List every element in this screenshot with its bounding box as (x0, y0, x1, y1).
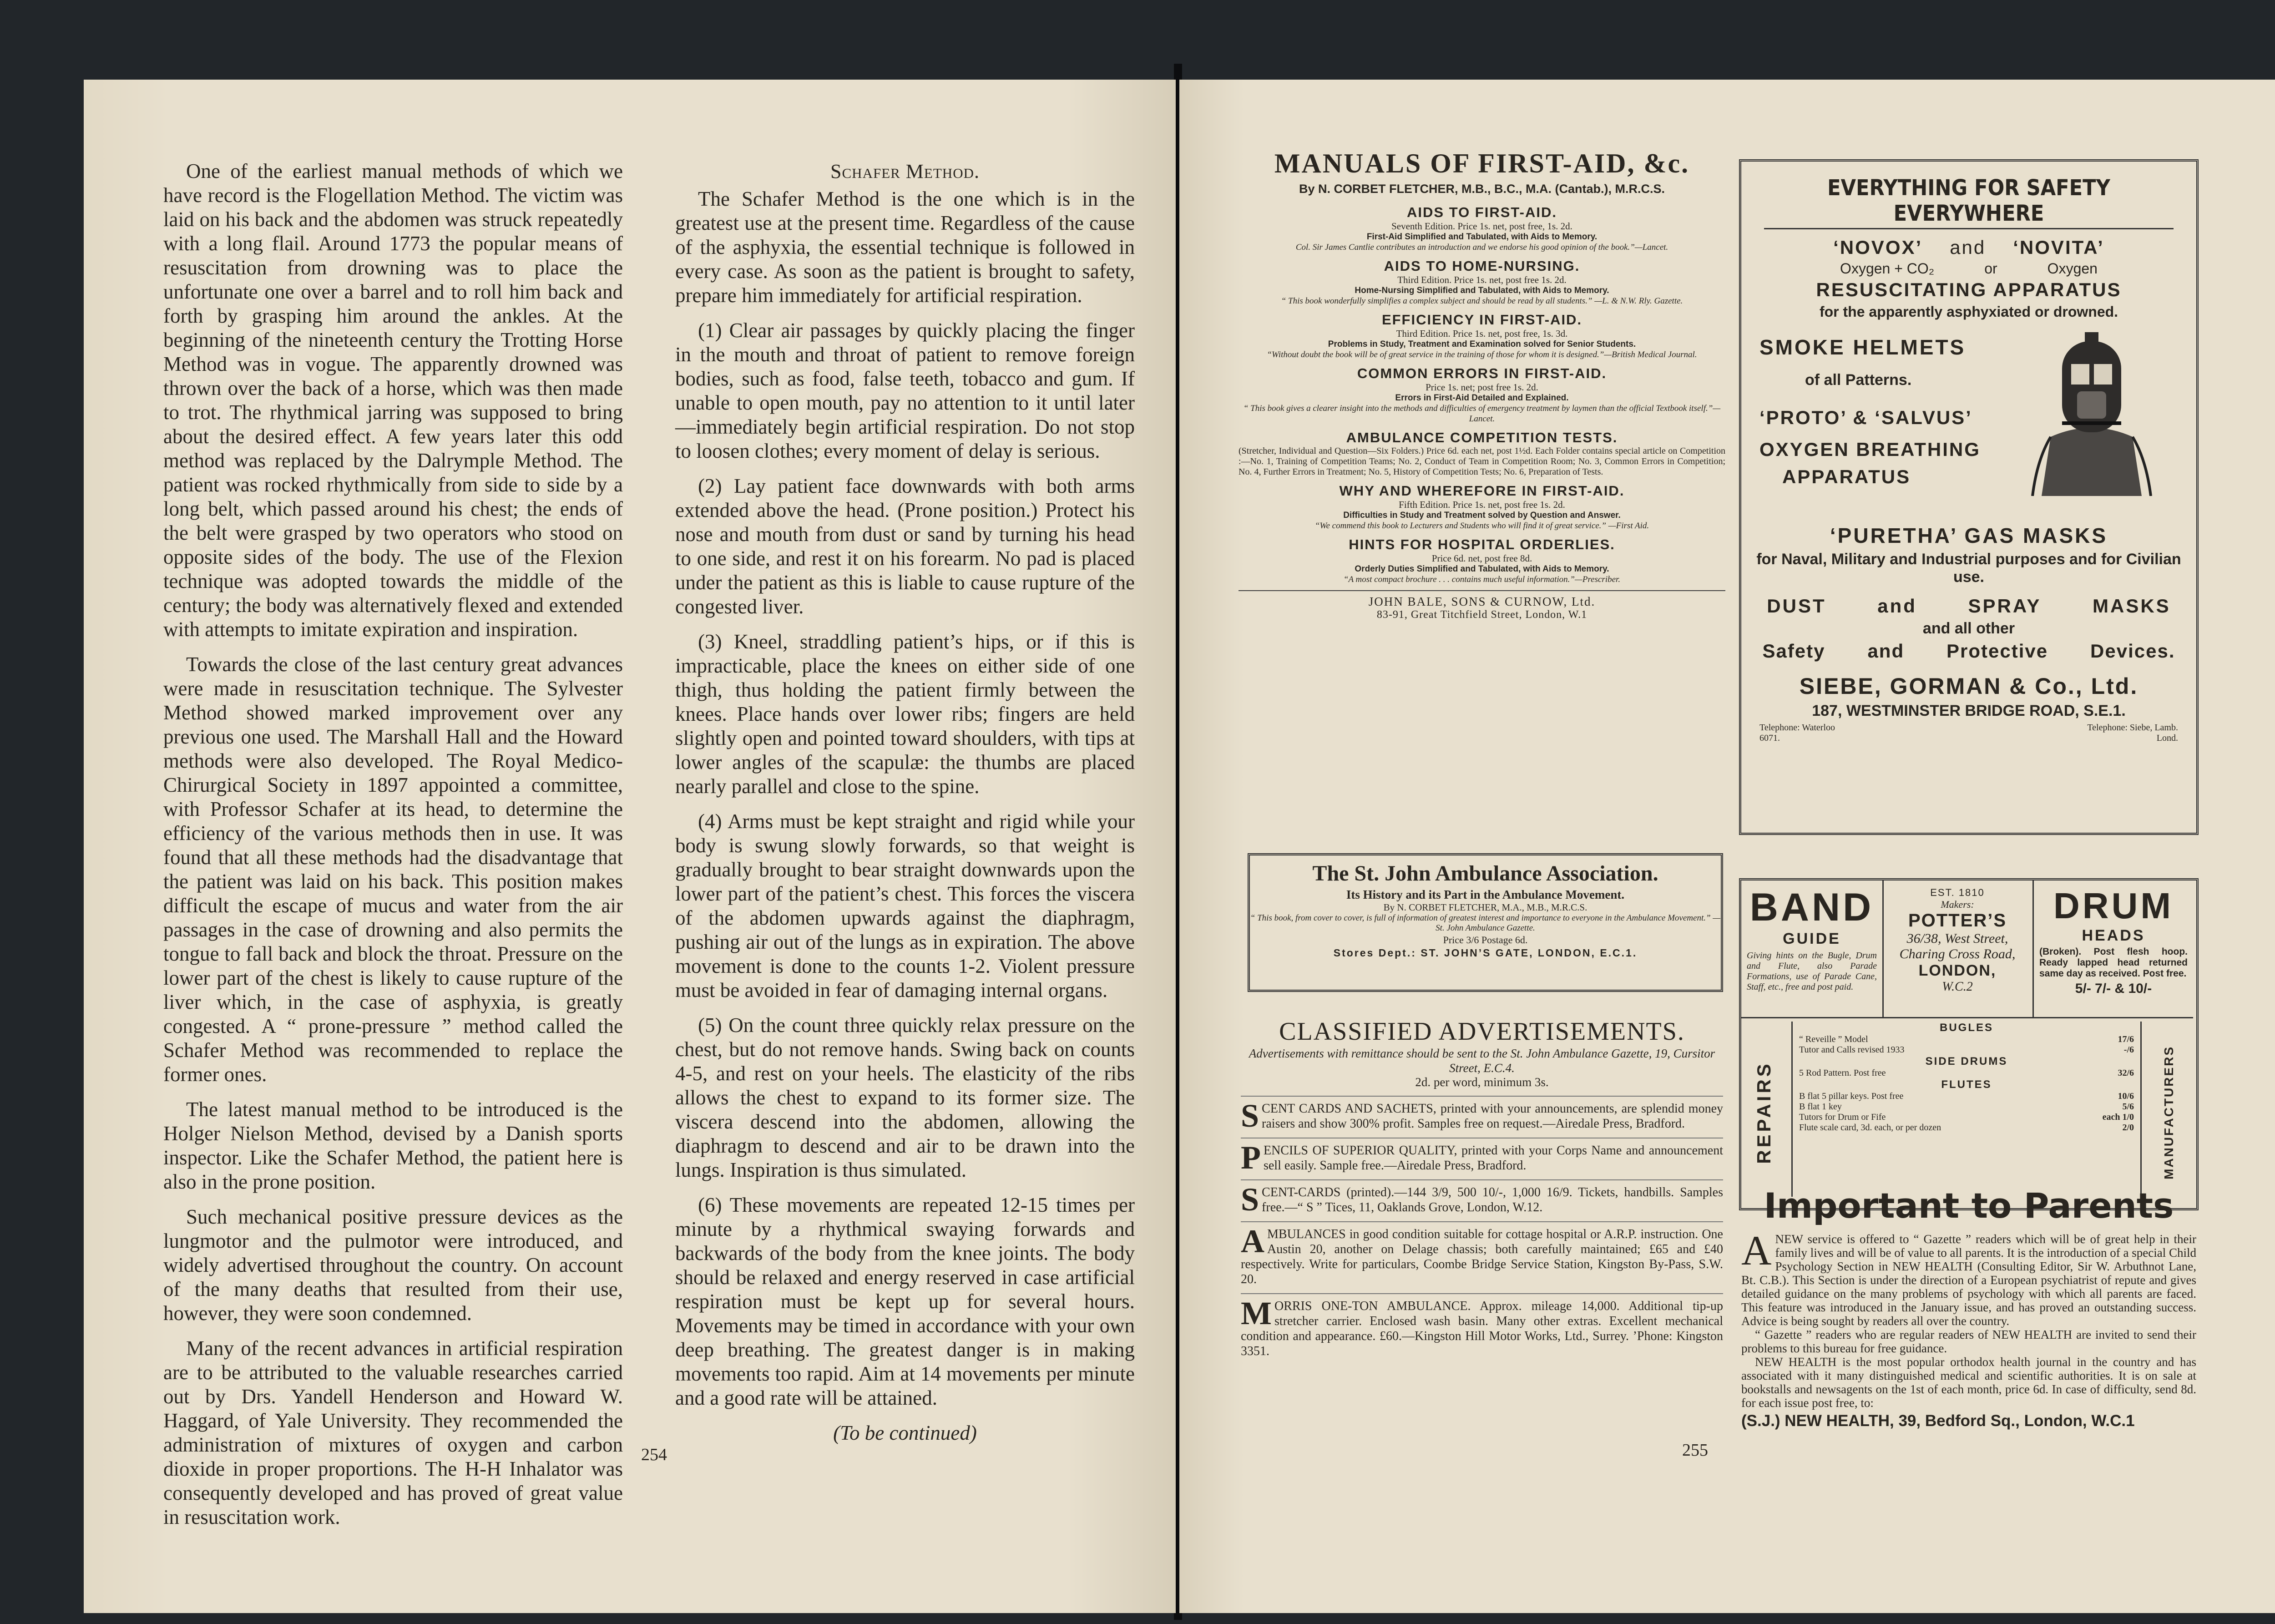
important-body (1741, 1227, 2196, 1430)
price-row (1799, 1068, 2134, 1078)
smoke-helmet-icon (2023, 323, 2160, 496)
price-row (1799, 1112, 2134, 1123)
and-label: and (1877, 595, 1917, 617)
price-row (1799, 1123, 2134, 1133)
book-entry (1239, 258, 1725, 306)
item-name: B flat 5 pillar keys. Post free (1799, 1091, 1904, 1101)
book-subtitle: Errors in First-Aid Detailed and Explained. (1395, 393, 1569, 403)
oxygen-co2-label: Oxygen + CO₂ (1840, 260, 1935, 277)
resuscitating-heading: RESUSCITATING APPARATUS (1816, 279, 2122, 300)
book-price: Fifth Edition. Price 1s. net, post free 1s. 2d. (1399, 499, 1565, 510)
oxygen-row (1741, 260, 2196, 277)
guide-text: Giving hints on the Bugle, Drum and Flute, also Parade Formations, use of Parade Cane, Staff, etc., free and post paid. (1747, 951, 1877, 992)
everything-title: EVERYTHING FOR SAFETY EVERYWHERE (1764, 175, 2174, 229)
side-drums-heading: SIDE DRUMS (1925, 1055, 2008, 1067)
book-title: HINTS FOR HOSPITAL ORDERLIES. (1349, 536, 1615, 552)
st-john-review-source: St. John Ambulance Gazette. (1436, 923, 1535, 933)
dust-label: DUST (1767, 595, 1826, 617)
classified-ad (1241, 1293, 1723, 1359)
repairs-panel (1746, 1026, 1782, 1199)
item-name: Tutor and Calls revised 1933 (1799, 1045, 1905, 1055)
item-name: B flat 1 key (1799, 1102, 1842, 1112)
book-subtitle: Problems in Study, Treatment and Examination solved for Senior Students. (1328, 339, 1636, 349)
smoke-helmets: SMOKE HELMETS (1759, 335, 1966, 359)
article-paragraph: (3) Kneel, straddling patient’s hips, or if this is impracticable, place the knees on either side of one thigh, thus holding the patient firmly between the knees. Place hands over lower ribs; fingers are held slightly open and pointed toward shoulders, with tips at lower angles of the scapulæ: the thumbs are placed nearly parallel and close to the spine. (675, 630, 1135, 798)
ad-text: ENCILS OF SUPERIOR QUALITY, printed with your Corps Name and announcement sell easily. Sample free.—Airedale Press, Bradford. (1263, 1143, 1723, 1173)
book-review: “ This book gives a clearer insight into the methods and difficulties of emergency treatment by laymen than the official Textbook itself.”—Lancet. (1243, 404, 1721, 424)
st-john-subtitle: Its History and its Part in the Ambulance Movement. (1346, 888, 1625, 901)
ad-text: CENT-CARDS (printed).—144 3/9, 500 10/-, 1,000 16/9. Tickets, handbills. Samples free.—“ S ” Tices, 11, Oaklands Grove, London, W.12. (1262, 1185, 1723, 1214)
price-row (1799, 1091, 2134, 1102)
oxygen-breathing: OXYGEN BREATHING (1759, 439, 1981, 460)
proto-salvus: ‘PROTO’ & ‘SALVUS’ (1759, 407, 1972, 428)
and-label: and (1867, 640, 1905, 662)
book-title: AIDS TO HOME-NURSING. (1384, 258, 1580, 274)
ad-text: ORRIS ONE-TON AMBULANCE. Approx. mileage 14,000. Additional tip-up stretcher carrier. Enclosed wash basin. Many other extras. Excellent mechanical condition and appearance. £60.—Kingston Hill Motor Works, Ltd., Surrey. ’Phone: Kingston 3351. (1241, 1299, 1723, 1358)
st-john-title: The St. John Ambulance Association. (1312, 861, 1658, 885)
manuals-advert (1239, 148, 1725, 621)
article-column-1 (163, 159, 623, 1540)
publisher-name: JOHN BALE, SONS & CURNOW, Ltd. (1368, 595, 1596, 608)
naval-purposes: for Naval, Military and Industrial purposes and for Civilian use. (1756, 551, 2181, 586)
protective-label: Protective (1946, 640, 2048, 662)
new-health-address: (S.J.) NEW HEALTH, 39, Bedford Sq., London, W.C.1 (1741, 1412, 2135, 1430)
all-patterns: of all Patterns. (1805, 371, 1912, 389)
and-all-other: and all other (1922, 620, 2015, 637)
book-review: “A most compact brochure . . . contains much useful information.”—Prescriber. (1343, 575, 1621, 584)
book-entry (1239, 204, 1725, 253)
book-review: “Without doubt the book will be of great service in the training of those for whom it is designed.”—British Medical Journal. (1267, 350, 1697, 359)
siebe-gorman-name: SIEBE, GORMAN & Co., Ltd. (1799, 673, 2138, 699)
masks-label: MASKS (2093, 595, 2171, 617)
makers-label: Makers: (1941, 899, 1974, 910)
important-text-3: NEW HEALTH is the most popular orthodox health journal in the country and has associated with it many distinguished medical and scientific authorities. It is on sale at bookstalls and newsagents on the 1st of each month, price 6d. In case of difficulty, send 8d. for each issue post free, to: (1741, 1355, 2196, 1410)
and-label: and (1950, 237, 1986, 258)
manuals-author: By N. CORBET FLETCHER, M.B., B.C., M.A. (Cantab.), M.R.C.S. (1299, 182, 1665, 196)
st-john-advert (1248, 853, 1723, 992)
book-entry (1239, 365, 1725, 424)
left-page (84, 80, 1176, 1613)
article-paragraph: Towards the close of the last century great advances were made in resuscitation technique. The Sylvester Method showed marked improvement over any previous one used. The Marshall Hall and the Howard methods were also developed. The Royal Medico-Chirurgical Society in 1897 appointed a committee, with Professor Schafer at its head, to determine the efficiency of the various methods then in use. It was found that all these methods had the disadvantage that the patient was laid on his back. This position makes difficult the escape of mucus and water from the air passages in the case of drowning and also permits the tongue to fall back and block the throat. Pressure on the lower part of the chest is likely to cause rupture of the liver which, in the case of asphyxia, is greatly congested. A “ prone-pressure ” method called the Schafer Method was recommended to replace the former ones. (163, 653, 623, 1086)
siebe-gorman-advert (1739, 159, 2199, 835)
heads-price: 5/- 7/- & 10/- (2075, 981, 2152, 996)
section-heading: Schafer Method. (830, 160, 980, 182)
manuals-title: MANUALS OF FIRST-AID, &c. (1274, 148, 1690, 178)
item-price: 10/6 (2118, 1091, 2134, 1101)
book-price: Price 1s. net; post free 1s. 2d. (1426, 382, 1538, 393)
st-john-review: “ This book, from cover to cover, is full of information of greatest interest and importance to everyone in the Ambulance Movement.” — (1250, 913, 1721, 923)
book-entry (1239, 536, 1725, 585)
continued-note: (To be continued) (833, 1422, 977, 1444)
publisher-address: 83-91, Great Titchfield Street, London, W.1 (1376, 609, 1587, 621)
item-name: Tutors for Drum or Fife (1799, 1112, 1886, 1122)
classified-note: Advertisements with remittance should be sent to the St. John Ambulance Gazette, 19, Cursitor Street, E.C.4. (1249, 1047, 1715, 1075)
drop-cap: S (1241, 1098, 1259, 1134)
book-review: “ This book wonderfully simplifies a complex subject and should be read by all students.” —L. & N.W. Rly. Gazette. (1281, 296, 1683, 306)
item-name: “ Reveille ” Model (1799, 1034, 1868, 1044)
heads-text: (Broken). Post flesh hoop. Ready lapped head returned same day as received. Post free. (2039, 946, 2188, 979)
flutes-heading: FLUTES (1941, 1078, 1992, 1091)
publisher-block (1239, 590, 1725, 621)
book-subtitle: Orderly Duties Simplified and Tabulated, with Aids to Memory. (1355, 564, 1609, 574)
siebe-gorman-address: 187, WESTMINSTER BRIDGE ROAD, S.E.1. (1812, 702, 2126, 719)
drop-cap: A (1741, 1227, 1772, 1274)
book-entry (1239, 312, 1725, 360)
guide-heading: GUIDE (1783, 930, 1841, 947)
bugles-heading: BUGLES (1939, 1022, 1993, 1034)
band-guide-advert (1739, 878, 2199, 1210)
article-paragraph: (5) On the count three quickly relax pressure on the chest, but do not remove hands. Swing back on counts 4-5, and rest on your heels. The elasticity of the ribs allows the chest to expand to its former size. The viscera descend into the abdomen, allowing the diaphragm to descend and air to be drawn into the lungs. Inspiration is thus simulated. (675, 1014, 1135, 1181)
article-column-2 (675, 159, 1135, 1445)
st-john-stores: Stores Dept.: ST. JOHN’S GATE, LONDON, E.C.1. (1333, 947, 1638, 959)
heads-heading: HEADS (2082, 927, 2145, 944)
wc2-label: W.C.2 (1942, 980, 1973, 994)
article-paragraph: The Schafer Method is the one which is in the greatest use at the present time. Regardless of the cause of the asphyxia, the essential technique is followed in every case. As soon as the patient is brought to safety, prepare him immediately for artificial respiration. (675, 187, 1135, 307)
item-name: 5 Rod Pattern. Post free (1799, 1068, 1886, 1078)
drop-cap: A (1241, 1223, 1264, 1260)
article-paragraph: (2) Lay patient face downwards with both arms extended above the head. (Prone position.) Protect his nose and mouth from dust or sand by turning his head to one side, and rest it on his forearm. No pad is placed under the patient as this is liable to cause rupture of the congested liver. (675, 475, 1135, 618)
item-price: 32/6 (2118, 1068, 2134, 1078)
article-paragraph: (4) Arms must be kept straight and rigid while your body is swung slowly forwards, so that weight is gradually brought to bear straight downwards upon the lower part of the patient’s chest. This forces the viscera of the abdomen upwards against the diaphragm, pushing air out of the lungs as in expiration. The above movement is done to the counts 1-2. Violent pressure must be avoided in fear of damaging internal organs. (675, 810, 1135, 1002)
classified-section (1241, 1017, 1723, 1365)
important-to-parents-advert (1741, 1185, 2196, 1428)
book-subtitle: First-Aid Simplified and Tabulated, with Aids to Memory. (1366, 232, 1598, 242)
classified-ad (1241, 1096, 1723, 1134)
novox-label: ‘NOVOX’ (1833, 237, 1923, 258)
spray-label: SPRAY (1968, 595, 2042, 617)
book-title: AIDS TO FIRST-AID. (1407, 204, 1557, 220)
safety-label: Safety (1762, 640, 1825, 662)
item-price: each 1/0 (2102, 1112, 2134, 1122)
article-paragraph: Many of the recent advances in artificial respiration are to be attributed to the valuable researches carried out by Drs. Yandell Henderson and Howard W. Haggard, of Yale University. They recommended the administration of mixtures of oxygen and carbon dioxide in proper proportions. The H-H Inhalator was consequently developed and has proved of great value in resuscitation work. (163, 1337, 623, 1528)
classified-title: CLASSIFIED ADVERTISEMENTS. (1279, 1017, 1685, 1046)
classified-ad (1241, 1221, 1723, 1287)
book-title: WHY AND WHEREFORE IN FIRST-AID. (1339, 483, 1625, 499)
item-name: Flute scale card, 3d. each, or per dozen (1799, 1123, 1941, 1133)
manufacturers-label: MANUFACTURERS (2162, 1045, 2176, 1180)
or-label: or (1984, 260, 1997, 277)
potters-panel (1882, 880, 2032, 1018)
drum-heads-panel (2032, 880, 2193, 1018)
manufacturers-panel (2151, 1026, 2187, 1199)
book-price: Price 6d. net, post free 8d. (1431, 553, 1532, 564)
dust-spray-row (1741, 595, 2196, 617)
item-price: -/6 (2123, 1045, 2134, 1055)
potters-name: POTTER’S (1908, 911, 2007, 931)
book-entry (1239, 483, 1725, 531)
established: EST. 1810 (1930, 887, 1985, 898)
important-text-2: “ Gazette ” readers who are regular readers of NEW HEALTH are invited to send their problems to this bureau for free guidance. (1741, 1328, 2196, 1355)
book-review: “We commend this book to Lecturers and Students who will find it of great service.” —First Aid. (1314, 521, 1649, 531)
page-number: 254 (641, 1445, 667, 1464)
st-john-author: By N. CORBET FLETCHER, M.A., M.B., M.R.C.S. (1383, 902, 1587, 913)
price-list (1791, 1022, 2142, 1197)
article-paragraph: (6) These movements are repeated 12-15 times per minute by a rhythmical swaying forwards and backwards of the body from the knee joints. The body should be relaxed and energy reserved in case artificial respiration must be kept up for several hours. Movements may be timed in accordance with your own deep breathing. The greatest danger is in making movements too rapid. Aim at 14 movements per minute and a good rate will be attained. (675, 1194, 1135, 1409)
price-row (1799, 1102, 2134, 1112)
article-paragraph: One of the earliest manual methods of which we have record is the Flogellation Method. The victim was laid on his back and the abdomen was struck repeatedly with a long flail. Around 1773 the popular means of resuscitation from drowning was to place the unfortunate one over a barrel and to roll him back and forth by grasping him around the ankles. At the beginning of the nineteenth century the Trotting Horse Method was in vogue. The apparently drowned was thrown over the back of a horse, which was then made to trot. The rhythmical jarring was supposed to bring about the desired effect. A few years later this odd method was replaced by the Dalrymple Method. The patient was rocked rhythmically from side to side by a long belt, which passed around his chest; the ends of the belt were grasped by two operators who stood on opposite sides of the body. The use of the Flexion technique was adopted towards the middle of the century; the body was alternatively flexed and extended with attempts to imitate expiration and inspiration. (163, 160, 623, 641)
book-title: COMMON ERRORS IN FIRST-AID. (1357, 365, 1607, 381)
right-page (1179, 80, 2275, 1613)
classified-ad (1241, 1138, 1723, 1176)
safety-row (1741, 640, 2196, 662)
telephone-siebe: Telephone: Siebe, Lamb. Lond. (2087, 723, 2178, 743)
drum-heading: DRUM (2053, 885, 2174, 926)
book-description: (Stretcher, Individual and Question—Six Folders.) Price 6d. each net, post 1½d. Each Folder contains special article on Competition :—No. 1, Training of Competition Teams; No. 2, Conduct of Team in Competition Room; No. 3, Common Errors in Competition; No. 4, Further Errors in Treatment; No. 5, History of Competition Tests; No. 6, Preparation of Tests. (1239, 446, 1725, 477)
ad-text: MBULANCES in good condition suitable for cottage hospital or A.R.P. instruction. One Austin 20, another on Delage chassis; both carefully maintained; £65 and £40 respectively. Write for particulars, Coombe Bridge Service Station, Kingston By-Pass, S.W. 20. (1241, 1227, 1723, 1286)
important-title: Important to Parents (1764, 1185, 2174, 1226)
resus-purpose: for the apparently asphyxiated or drowned. (1819, 304, 2118, 320)
potters-street: 36/38, West Street, Charing Cross Road, (1899, 931, 2016, 961)
oxygen-label: Oxygen (2047, 260, 2098, 277)
classified-rates: 2d. per word, minimum 3s. (1415, 1075, 1549, 1089)
article-paragraph: The latest manual method to be introduced is the Holger Nielson Method, devised by a Danish sports inspector. Like the Schafer Method, the patient here is also in the prone position. (163, 1098, 623, 1193)
telephone-waterloo: Telephone: Waterloo 6071. (1759, 723, 1835, 743)
important-text-1: NEW service is offered to “ Gazette ” readers which will be of great help in their family lives and will be of value to all parents. It is the introduction of a special Child Psychology Section in NEW HEALTH (Consulting Editor, Sir W. Arbuthnot Lane, Bt. C.B.). This Section is under the direction of a European psychiatrist of repute and gives detailed guidance on the many problems of psychology with which all parents are faced. This feature was introduced in the January issue, and has proved an outstanding success. Advice is being sought by readers all over the country. (1741, 1232, 2196, 1328)
helmet-block (1741, 323, 2196, 514)
item-price: 17/6 (2118, 1034, 2134, 1044)
drop-cap: M (1241, 1295, 1272, 1331)
book-review: Col. Sir James Cantlie contributes an introduction and we endorse his good opinion of the book.”—Lancet. (1295, 243, 1668, 252)
telephone-row (1741, 723, 2196, 744)
article-paragraph: (1) Clear air passages by quickly placing the finger in the mouth and throat of patient to remove foreign bodies, such as food, false teeth, tobacco and gum. If unable to open mouth, pay no attention to it until later—immediately begin artificial respiration. Do not stop to loosen clothes; every moment of delay is serious. (675, 319, 1135, 462)
drop-cap: P (1241, 1139, 1261, 1176)
novox-row (1741, 237, 2196, 258)
book-price: Third Edition. Price 1s. net, post free 1s. 2d. (1397, 274, 1567, 285)
drop-cap: S (1241, 1181, 1259, 1218)
ad-text: CENT CARDS AND SACHETS, printed with your announcements, are splendid money raisers and show 300% profit. Samples free on request.—Airedale Press, Bradford. (1262, 1102, 1723, 1131)
devices-label: Devices. (2090, 640, 2175, 662)
price-row (1799, 1034, 2134, 1045)
book-subtitle: Home-Nursing Simplified and Tabulated, with Aids to Memory. (1355, 286, 1609, 295)
book-title: AMBULANCE COMPETITION TESTS. (1346, 430, 1618, 445)
novita-label: ‘NOVITA’ (2013, 237, 2104, 258)
apparatus-label: APPARATUS (1782, 466, 1911, 487)
book-title: EFFICIENCY IN FIRST-AID. (1381, 312, 1582, 328)
london-label: LONDON, (1918, 962, 1997, 979)
st-john-price: Price 3/6 Postage 6d. (1443, 934, 1528, 946)
book-price: Third Edition. Price 1s. net, post free, 1s. 3d. (1396, 328, 1568, 339)
price-row (1799, 1045, 2134, 1055)
classified-ad (1241, 1179, 1723, 1218)
book-entry (1239, 430, 1725, 477)
book-price: Seventh Edition. Price 1s. net, post free, 1s. 2d. (1391, 221, 1572, 232)
page-number: 255 (1682, 1441, 1708, 1460)
item-price: 5/6 (2122, 1102, 2134, 1112)
book-subtitle: Difficulties in Study and Treatment solved by Question and Answer. (1343, 511, 1621, 520)
item-price: 2/0 (2122, 1123, 2134, 1133)
band-guide-panel (1741, 880, 1884, 1018)
band-heading: BAND (1749, 885, 1874, 929)
article-paragraph: Such mechanical positive pressure devices as the lungmotor and the pulmotor were introduced, and widely advertised throughout the country. On account of the many deaths that resulted from their use, however, they were soon condemned. (163, 1205, 623, 1325)
puretha-gas-masks: ‘PURETHA’ GAS MASKS (1830, 524, 2108, 547)
repairs-label: REPAIRS (1753, 1061, 1774, 1164)
